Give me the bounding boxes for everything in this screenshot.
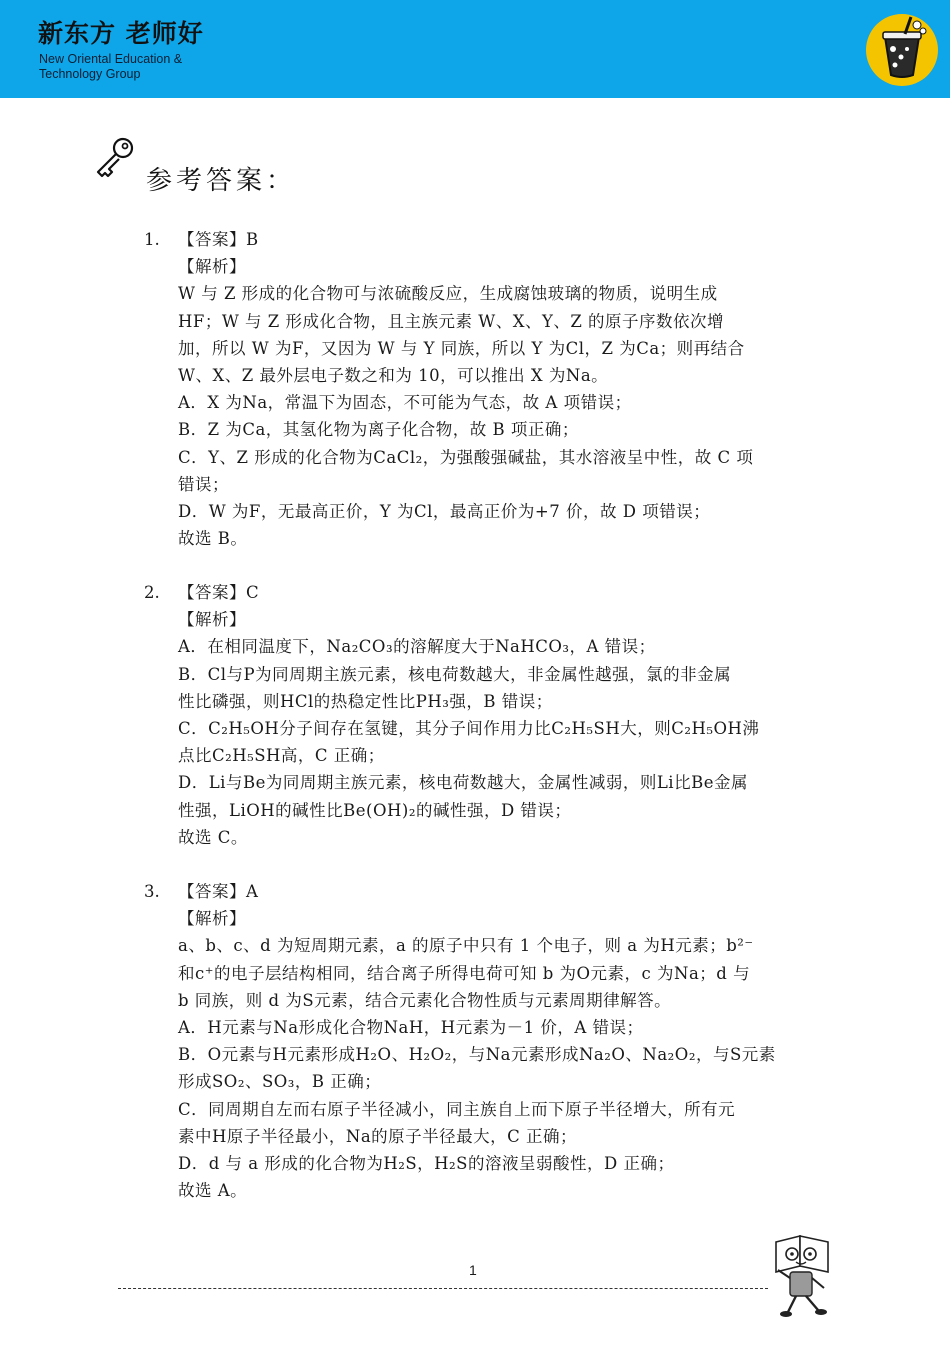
brand-name-en xyxy=(39,52,182,82)
key-icon xyxy=(92,136,138,182)
analysis-label: 【解析】 xyxy=(178,610,246,630)
text-line: A．在相同温度下，Na₂CO₃的溶解度大于NaHCO₃，A 错误； xyxy=(178,637,656,657)
question-body xyxy=(178,226,818,552)
question-body xyxy=(178,579,818,851)
answer-line: 【答案】A xyxy=(178,882,259,901)
text-line: D．W 为F，无最高正价，Y 为Cl，最高正价为+7 价，故 D 项错误； xyxy=(178,502,711,522)
cup-logo-icon xyxy=(865,13,939,87)
text-line: 故选 A。 xyxy=(178,1181,248,1201)
text-line: 性强，LiOH的碱性比Be(OH)₂的碱性强，D 错误； xyxy=(178,800,572,820)
text-line: b 同族，则 d 为S元素，结合元素化合物性质与元素周期律解答。 xyxy=(178,990,672,1010)
brand-en-line1: New Oriental Education & xyxy=(39,52,183,66)
text-line: HF；W 与 Z 形成化合物，且主族元素 W、X、Y、Z 的原子序数依次增 xyxy=(178,311,725,331)
page-number: 1 xyxy=(469,1262,477,1278)
text-line: 故选 B。 xyxy=(178,529,248,549)
text-line: 和c⁺的电子层结构相同，结合离子所得电荷可知 b 为O元素，c 为Na；d 与 xyxy=(178,963,751,983)
footer-divider xyxy=(118,1288,768,1289)
text-line: 素中H原子半径最小，Na的原子半径最大，C 正确； xyxy=(178,1126,578,1146)
mascot-icon xyxy=(770,1232,836,1318)
text-line: D．d 与 a 形成的化合物为H₂S，H₂S的溶液呈弱酸性，D 正确； xyxy=(178,1154,675,1174)
header-bar xyxy=(0,0,950,98)
text-line: W、X、Z 最外层电子数之和为 10，可以推出 X 为Na。 xyxy=(178,366,609,386)
text-line: A．H元素与Na形成化合物NaH，H元素为－1 价，A 错误； xyxy=(178,1018,644,1038)
page-title: 参考答案： xyxy=(146,166,297,196)
text-line: D．Li与Be为同周期主族元素，核电荷数越大，金属性减弱，则Li比Be金属 xyxy=(178,773,748,793)
question-number: 2. xyxy=(144,583,160,602)
text-line: 加，所以 W 为F，又因为 W 与 Y 同族，所以 Y 为Cl，Z 为Ca；则再结合 xyxy=(178,338,745,358)
question-body xyxy=(178,878,818,1204)
text-line: 性比磷强，则HCl的热稳定性比PH₃强，B 错误； xyxy=(178,691,553,711)
text-line: A．X 为Na，常温下为固态，不可能为气态，故 A 项错误； xyxy=(178,393,632,413)
text-line: B．O元素与H元素形成H₂O、H₂O₂，与Na元素形成Na₂O、Na₂O₂，与S元素 xyxy=(178,1045,776,1065)
analysis-label: 【解析】 xyxy=(178,909,246,929)
text-line: W 与 Z 形成的化合物可与浓硫酸反应，生成腐蚀玻璃的物质，说明生成 xyxy=(178,284,718,304)
text-line: 点比C₂H₅SH高，C 正确； xyxy=(178,746,385,766)
text-line: a、b、c、d 为短周期元素，a 的原子中只有 1 个电子，则 a 为H元素；b²⁻ xyxy=(178,936,754,956)
text-line: C．Y、Z 形成的化合物为CaCl₂，为强酸强碱盐，其水溶液呈中性，故 C 项 xyxy=(178,447,754,467)
question-number: 3. xyxy=(144,882,160,901)
text-line: B．Cl与P为同周期主族元素，核电荷数越大，非金属性越强，氯的非金属 xyxy=(178,664,732,684)
answer-line: 【答案】C xyxy=(178,583,260,602)
text-line: 错误； xyxy=(178,474,229,494)
text-line: C．同周期自左而右原子半径减小，同主族自上而下原子半径增大，所有元 xyxy=(178,1099,736,1119)
text-line: B．Z 为Ca，其氢化物为离子化合物，故 B 项正确； xyxy=(178,420,579,440)
text-line: 形成SO₂、SO₃，B 正确； xyxy=(178,1072,382,1092)
brand-name-cn: 新东方 老师好 xyxy=(38,19,204,48)
answer-line: 【答案】B xyxy=(178,230,259,249)
analysis-label: 【解析】 xyxy=(178,257,246,277)
text-line: C．C₂H₅OH分子间存在氢键，其分子间作用力比C₂H₅SH大，则C₂H₅OH沸 xyxy=(178,719,760,739)
text-line: 故选 C。 xyxy=(178,827,248,847)
brand-en-line2: Technology Group xyxy=(39,67,141,81)
question-number: 1. xyxy=(144,230,160,249)
